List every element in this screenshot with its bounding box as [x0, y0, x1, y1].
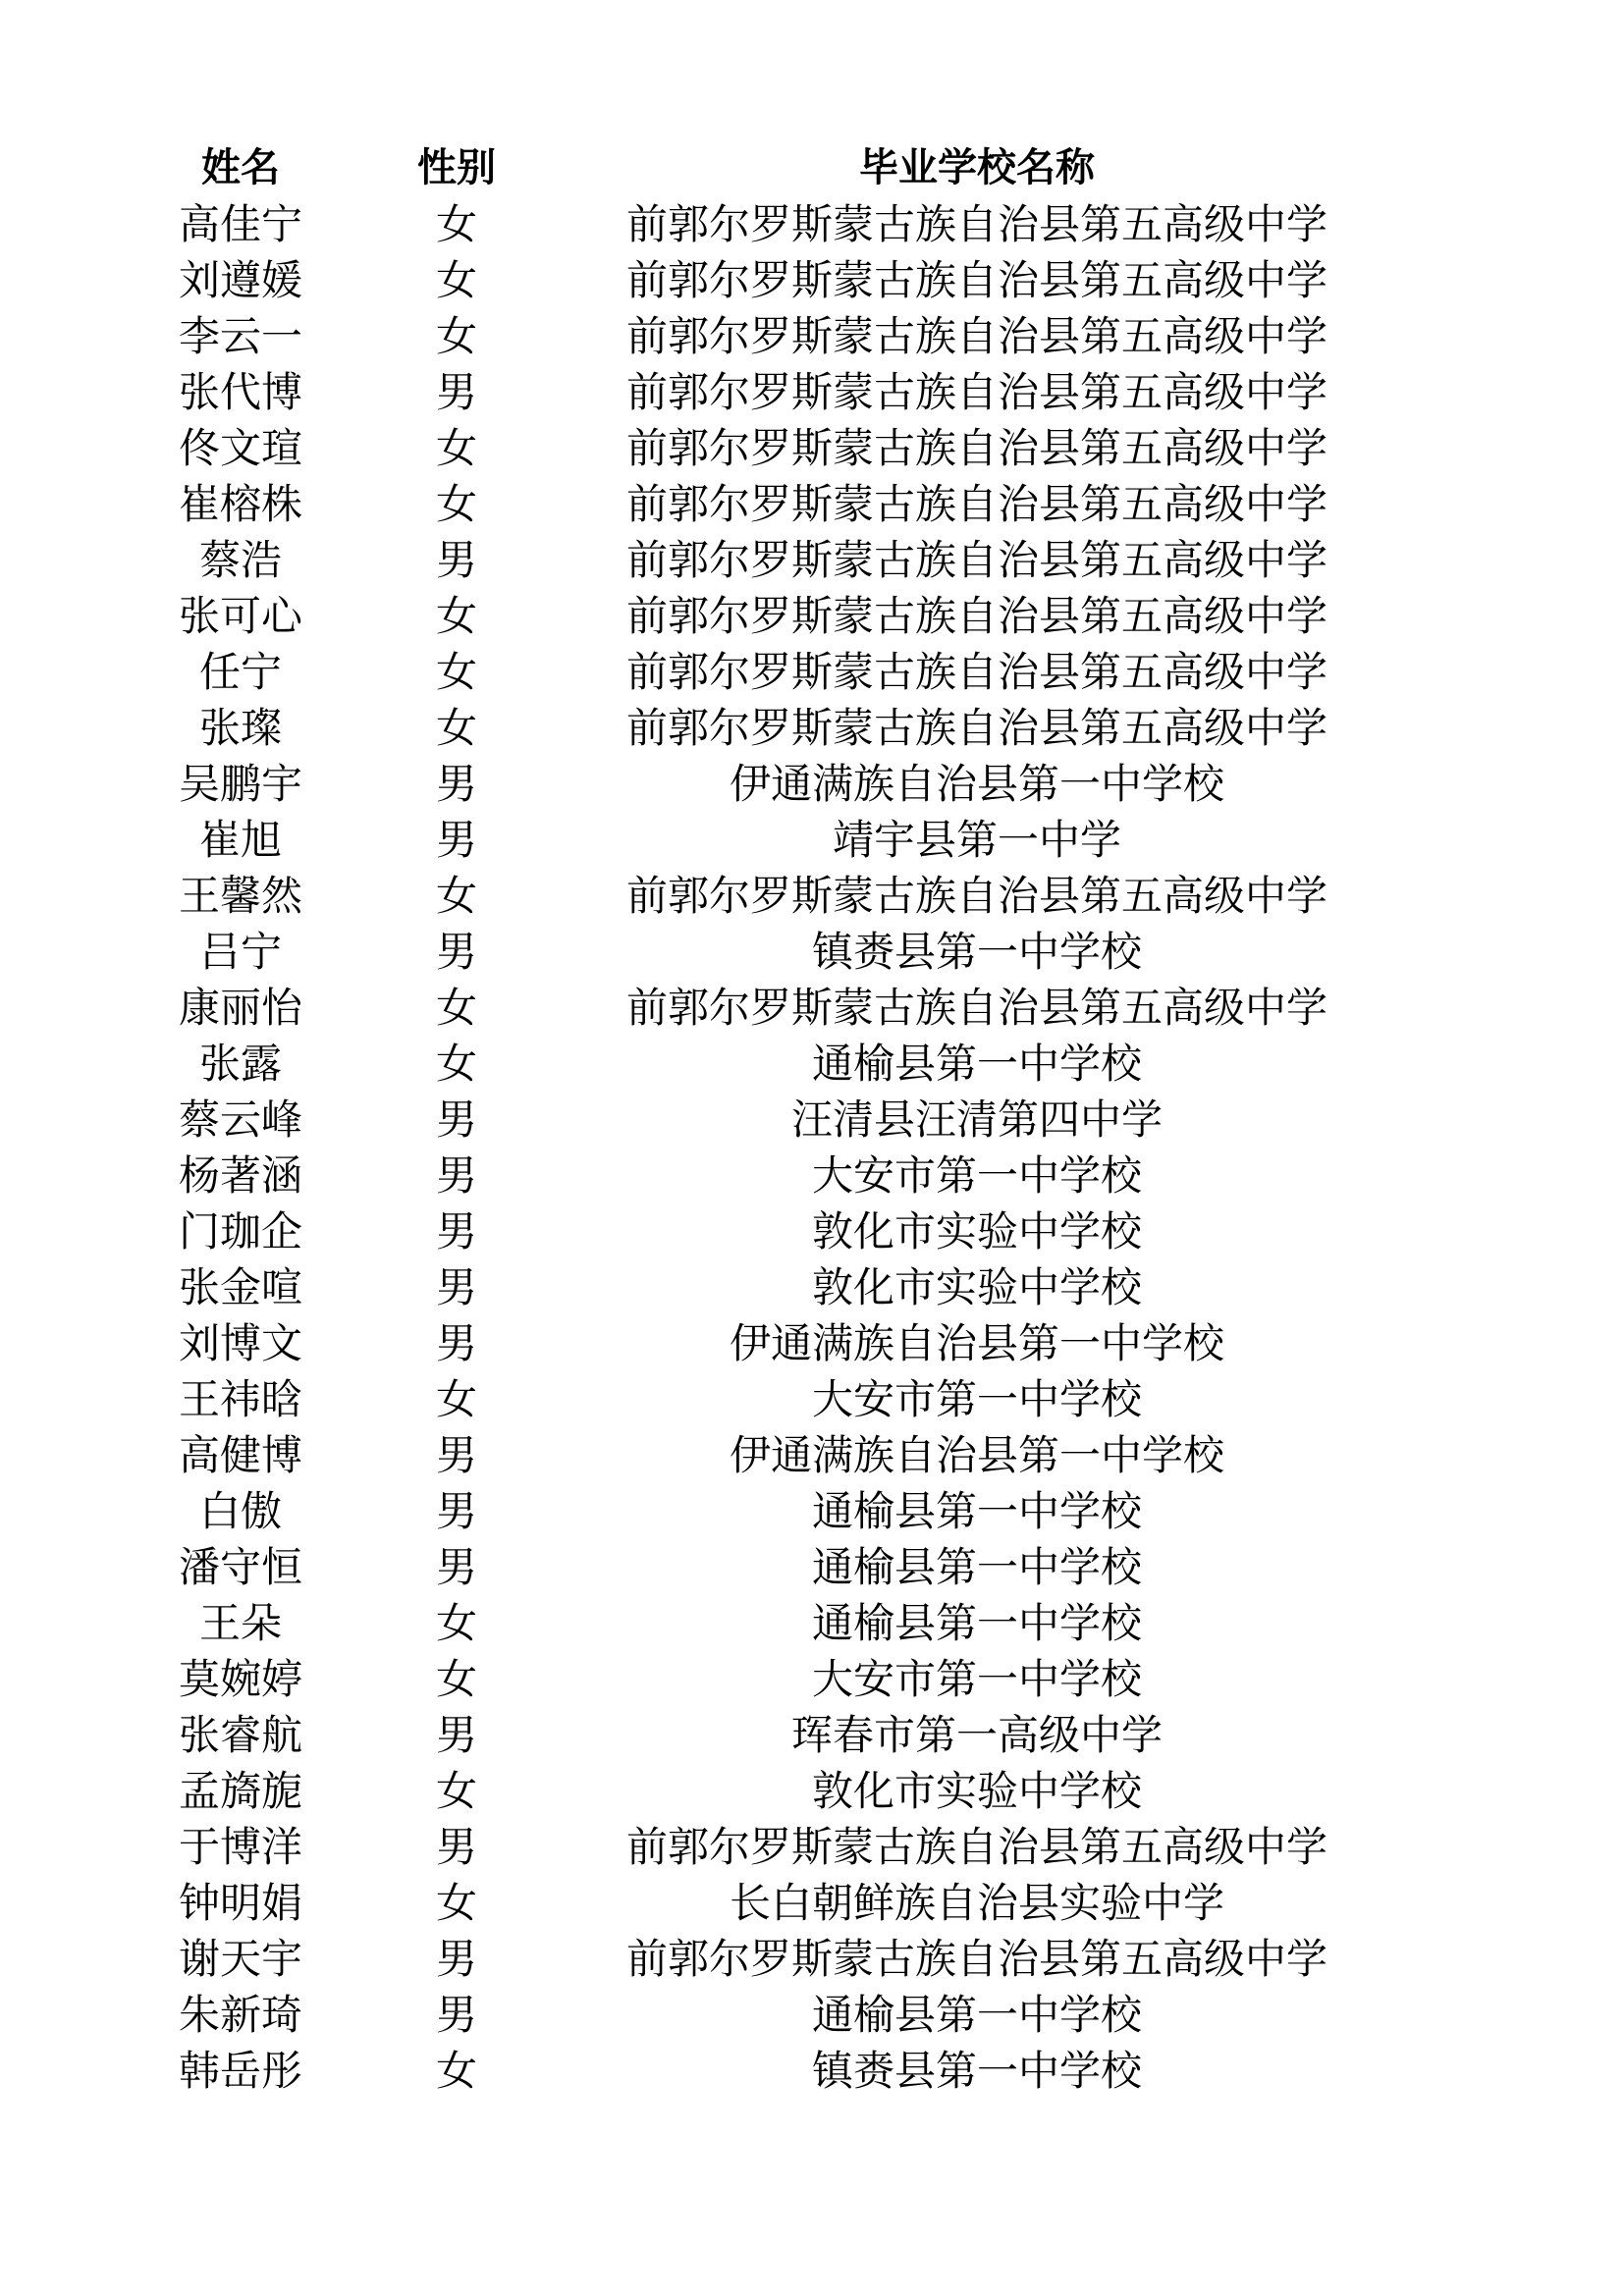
- cell-gender: 男: [435, 1823, 477, 1871]
- cell-name: 康丽怡: [178, 984, 302, 1032]
- cell-gender: 男: [435, 536, 477, 584]
- cell-gender: 男: [435, 1151, 477, 1200]
- table-row: [118, 1651, 1394, 1707]
- table-row: [118, 1875, 1394, 1931]
- cell-gender: 男: [435, 1543, 477, 1591]
- cell-gender: 女: [435, 424, 477, 472]
- table-row: [118, 1595, 1394, 1651]
- cell-gender: 男: [435, 1319, 477, 1367]
- table-row: [118, 1931, 1394, 1987]
- cell-gender: 男: [435, 1991, 477, 2039]
- cell-gender: 男: [435, 1487, 477, 1535]
- table-header-row: [118, 140, 1394, 196]
- cell-school: 通榆县第一中学校: [811, 1040, 1142, 1088]
- cell-name: 孟旖旎: [178, 1767, 302, 1815]
- cell-school: 通榆县第一中学校: [811, 1599, 1142, 1647]
- cell-school: 大安市第一中学校: [811, 1151, 1142, 1200]
- cell-school: 前郭尔罗斯蒙古族自治县第五高级中学: [625, 1935, 1327, 1983]
- table-row: [118, 1148, 1394, 1203]
- table-row: [118, 1315, 1394, 1371]
- cell-school: 前郭尔罗斯蒙古族自治县第五高级中学: [625, 256, 1327, 304]
- cell-school: 大安市第一中学校: [811, 1375, 1142, 1423]
- table-row: [118, 1427, 1394, 1483]
- cell-school: 前郭尔罗斯蒙古族自治县第五高级中学: [625, 592, 1327, 640]
- cell-gender: 男: [435, 1711, 477, 1759]
- cell-name: 崔旭: [198, 816, 282, 864]
- cell-name: 张金喧: [178, 1263, 302, 1311]
- cell-school: 敦化市实验中学校: [811, 1263, 1142, 1311]
- table-row: [118, 644, 1394, 700]
- cell-name: 潘守恒: [178, 1543, 302, 1591]
- table-row: [118, 476, 1394, 532]
- cell-gender: 男: [435, 1431, 477, 1479]
- cell-name: 吕宁: [198, 928, 282, 976]
- table-row: [118, 812, 1394, 868]
- table-row: [118, 532, 1394, 588]
- cell-gender: 男: [435, 368, 477, 416]
- table-row: [118, 196, 1394, 252]
- cell-gender: 女: [435, 592, 477, 640]
- cell-gender: 女: [435, 480, 477, 528]
- table-row: [118, 1763, 1394, 1819]
- cell-gender: 男: [435, 1207, 477, 1255]
- table-row: [118, 924, 1394, 980]
- cell-school: 前郭尔罗斯蒙古族自治县第五高级中学: [625, 200, 1327, 248]
- cell-school: 前郭尔罗斯蒙古族自治县第五高级中学: [625, 648, 1327, 696]
- cell-gender: 女: [435, 1040, 477, 1088]
- cell-school: 前郭尔罗斯蒙古族自治县第五高级中学: [625, 424, 1327, 472]
- cell-name: 李云一: [178, 312, 302, 360]
- table-row: [118, 980, 1394, 1036]
- cell-gender: 男: [435, 928, 477, 976]
- table-row: [118, 1259, 1394, 1315]
- cell-school: 汪清县汪清第四中学: [790, 1095, 1163, 1144]
- table-row: [118, 252, 1394, 308]
- cell-name: 白傲: [198, 1487, 282, 1535]
- cell-name: 高佳宁: [178, 200, 302, 248]
- cell-school: 伊通满族自治县第一中学校: [729, 760, 1224, 808]
- cell-school: 伊通满族自治县第一中学校: [729, 1431, 1224, 1479]
- table-row: [118, 1819, 1394, 1875]
- cell-name: 崔榕株: [178, 480, 302, 528]
- cell-name: 杨著涵: [178, 1151, 302, 1200]
- cell-name: 于博洋: [178, 1823, 302, 1871]
- cell-school: 长白朝鲜族自治县实验中学: [729, 1879, 1224, 1927]
- cell-name: 蔡浩: [198, 536, 282, 584]
- table-row: [118, 1483, 1394, 1539]
- cell-school: 靖宇县第一中学: [832, 816, 1121, 864]
- table-row: [118, 1707, 1394, 1763]
- cell-gender: 女: [435, 312, 477, 360]
- cell-school: 前郭尔罗斯蒙古族自治县第五高级中学: [625, 312, 1327, 360]
- cell-school: 前郭尔罗斯蒙古族自治县第五高级中学: [625, 536, 1327, 584]
- student-roster-table: [118, 140, 1394, 2099]
- cell-school: 伊通满族自治县第一中学校: [729, 1319, 1224, 1367]
- cell-name: 佟文瑄: [178, 424, 302, 472]
- cell-school: 前郭尔罗斯蒙古族自治县第五高级中学: [625, 872, 1327, 920]
- table-row: [118, 1539, 1394, 1595]
- cell-gender: 女: [435, 872, 477, 920]
- cell-name: 张露: [198, 1040, 282, 1088]
- cell-school: 前郭尔罗斯蒙古族自治县第五高级中学: [625, 368, 1327, 416]
- cell-school: 珲春市第一高级中学: [790, 1711, 1163, 1759]
- cell-gender: 女: [435, 984, 477, 1032]
- header-name: 姓名: [201, 145, 280, 190]
- table-row: [118, 756, 1394, 812]
- cell-name: 谢天宇: [178, 1935, 302, 1983]
- cell-name: 钟明娟: [178, 1879, 302, 1927]
- cell-gender: 女: [435, 256, 477, 304]
- cell-school: 前郭尔罗斯蒙古族自治县第五高级中学: [625, 984, 1327, 1032]
- table-row: [118, 700, 1394, 756]
- cell-name: 蔡云峰: [178, 1095, 302, 1144]
- header-gender: 性别: [417, 145, 496, 190]
- cell-gender: 女: [435, 1879, 477, 1927]
- cell-gender: 女: [435, 704, 477, 752]
- cell-school: 镇赉县第一中学校: [811, 2047, 1142, 2095]
- cell-school: 敦化市实验中学校: [811, 1767, 1142, 1815]
- cell-name: 朱新琦: [178, 1991, 302, 2039]
- cell-name: 王馨然: [178, 872, 302, 920]
- cell-name: 张睿航: [178, 1711, 302, 1759]
- cell-name: 刘博文: [178, 1319, 302, 1367]
- cell-name: 韩岳彤: [178, 2047, 302, 2095]
- cell-school: 前郭尔罗斯蒙古族自治县第五高级中学: [625, 1823, 1327, 1871]
- cell-name: 刘遵媛: [178, 256, 302, 304]
- cell-gender: 男: [435, 760, 477, 808]
- table-row: [118, 420, 1394, 476]
- cell-school: 镇赉县第一中学校: [811, 928, 1142, 976]
- table-row: [118, 1371, 1394, 1427]
- table-row: [118, 2043, 1394, 2099]
- cell-gender: 女: [435, 648, 477, 696]
- table-row: [118, 308, 1394, 364]
- cell-name: 张可心: [178, 592, 302, 640]
- cell-school: 通榆县第一中学校: [811, 1543, 1142, 1591]
- cell-gender: 男: [435, 1935, 477, 1983]
- cell-gender: 女: [435, 1375, 477, 1423]
- cell-name: 任宁: [198, 648, 282, 696]
- cell-gender: 男: [435, 1263, 477, 1311]
- cell-gender: 男: [435, 1095, 477, 1144]
- cell-name: 吴鹏宇: [178, 760, 302, 808]
- cell-name: 张代博: [178, 368, 302, 416]
- cell-school: 通榆县第一中学校: [811, 1487, 1142, 1535]
- cell-school: 大安市第一中学校: [811, 1655, 1142, 1703]
- cell-gender: 女: [435, 1655, 477, 1703]
- cell-gender: 男: [435, 816, 477, 864]
- table-row: [118, 1036, 1394, 1092]
- cell-gender: 女: [435, 2047, 477, 2095]
- table-row: [118, 868, 1394, 924]
- cell-name: 王朵: [198, 1599, 282, 1647]
- table-row: [118, 364, 1394, 420]
- cell-gender: 女: [435, 1599, 477, 1647]
- cell-name: 门珈企: [178, 1207, 302, 1255]
- table-row: [118, 588, 1394, 644]
- table-row: [118, 1987, 1394, 2043]
- cell-name: 莫婉婷: [178, 1655, 302, 1703]
- table-body: [118, 196, 1394, 2099]
- cell-gender: 女: [435, 1767, 477, 1815]
- cell-school: 通榆县第一中学校: [811, 1991, 1142, 2039]
- table-row: [118, 1203, 1394, 1259]
- cell-name: 高健博: [178, 1431, 302, 1479]
- cell-name: 张璨: [198, 704, 282, 752]
- cell-name: 王祎晗: [178, 1375, 302, 1423]
- cell-school: 前郭尔罗斯蒙古族自治县第五高级中学: [625, 480, 1327, 528]
- table-row: [118, 1092, 1394, 1148]
- cell-gender: 女: [435, 200, 477, 248]
- header-school: 毕业学校名称: [859, 145, 1095, 190]
- cell-school: 敦化市实验中学校: [811, 1207, 1142, 1255]
- cell-school: 前郭尔罗斯蒙古族自治县第五高级中学: [625, 704, 1327, 752]
